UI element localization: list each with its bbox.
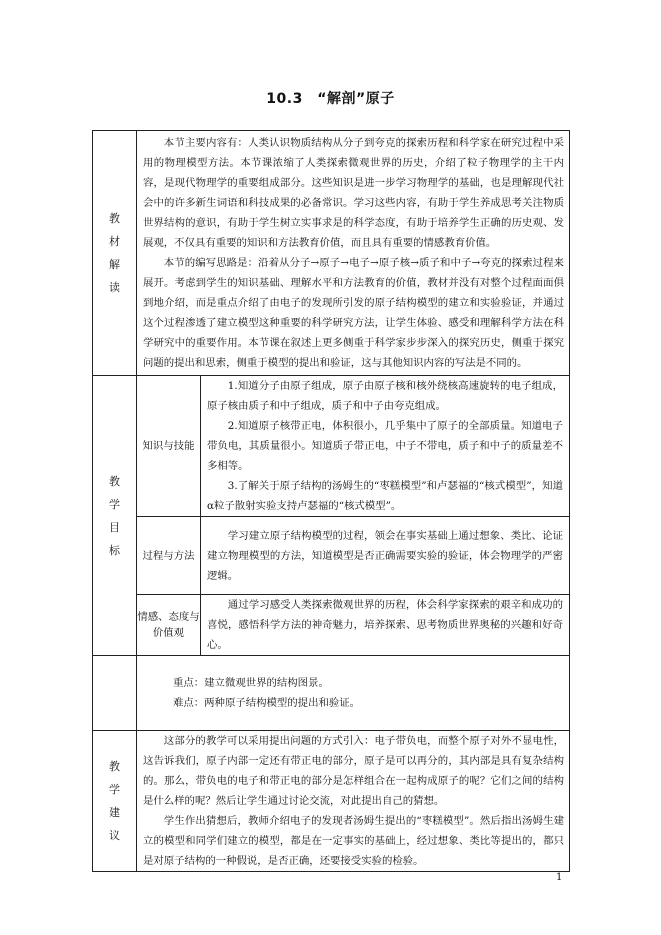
page-title: 10.3 “解剖”原子: [266, 91, 395, 107]
jianyi-label-cell: [93, 731, 137, 872]
knowledge-content: [201, 376, 570, 517]
mubiao-label: 教学目标: [109, 474, 120, 557]
emotion-paragraph: 通过学习感受人类探索微观世界的历程，体会科学家探索的艰辛和成功的喜悦，感悟科学方法的神奇魅力，培养探索、思考物质世界奥秘的兴趣和好奇心。: [207, 599, 563, 651]
emotion-label: [137, 595, 201, 656]
jiaocai-label: 教材解读: [109, 212, 120, 294]
zhongdian-text: 重点：建立微观世界的结构图景。: [173, 677, 329, 689]
nandian-text: 难点：两种原子结构模型的提出和验证。: [173, 697, 361, 709]
mubiao-label-cell: [93, 376, 137, 656]
jianyi-paragraph-1: 这部分的教学可以采用提出问题的方式引入：电子带负电，而整个原子对外不显电性，这告诉我们，原子内部一定还有带正电的部分，原子是可以再分的，其内部是具有复杂结构的。那么，带负电的电子和带正电的部分是怎样组合在一起构成原子的呢？它们之间的结构是什么样的呢？然后让学生通过讨论交流，对此提出自己的猜想。: [143, 735, 564, 807]
process-label: 过程与方法: [137, 517, 201, 595]
jiaocai-paragraph-2: 本节的编写思路是：沿着从分子→原子→电子→原子核→质子和中子→夸克的探索过程来展开。考虑到学生的知识基础、理解水平和方法教育的价值，教材并没有对整个过程面面俱到地介绍，而是重点介绍了由电子的发现所引发的原子结构模型的建立和实验验证，并通过这个过程渗透了建立模型这种重要的科学研究方法，让学生体验、感受和理解科学方法在科学研究中的重要作用。本节课在叙述上更多侧重于科学家步步深入的探究历史，侧重于探究问题的提出和思索，侧重于模型的提出和验证，这与其他知识内容的写法是不同的。: [143, 257, 564, 369]
jianyi-label: 教学建议: [109, 760, 120, 842]
process-content: [201, 517, 570, 595]
knowledge-paragraph-1: 1.知道分子由原子组成，原子由原子核和核外绕核高速旋转的电子组成，原子核由质子和中子组成，质子和中子由夸克组成。: [207, 380, 563, 412]
process-row: [93, 517, 570, 595]
knowledge-label: 知识与技能: [137, 376, 201, 517]
jiaocai-label-cell: [93, 131, 137, 376]
knowledge-row: [93, 376, 570, 517]
emotion-content: [201, 595, 570, 656]
process-paragraph: 学习建立原子结构模型的过程，领会在事实基础上通过想象、类比、论证建立物理模型的方法，知道模型是否正确需要实验的验证，体会物理学的严密逻辑。: [207, 529, 563, 582]
emotion-label-line-1: 情感、态度与: [137, 611, 200, 623]
jianyi-row: [93, 731, 570, 872]
keypoints-row: [93, 656, 570, 731]
knowledge-paragraph-2: 2.知道原子核带正电，体积很小，几乎集中了原子的全部质量。知道电子带负电，其质量很小。知道质子带正电，中子不带电，质子和中子的质量差不多相等。: [207, 420, 563, 472]
jiaocai-row: [93, 131, 570, 376]
lesson-table: [92, 130, 570, 872]
emotion-label-line-2: 价值观: [152, 627, 185, 639]
keypoints-empty-label: [93, 656, 137, 731]
emotion-row: [93, 595, 570, 656]
jiaocai-paragraph-1: 本节主要内容有：人类认识物质结构从分子到夸克的探索历程和科学家在研究过程中采用的物理模型方法。本节课浓缩了人类探索微观世界的历史，介绍了粒子物理学的主干内容，是现代物理学的重要组成部分。这些知识是进一步学习物理学的基础，也是理解现代社会中的许多新生词语和科技成果的必备常识。学习这些内容，有助于学生养成思考关注物质世界结构的意识，有助于学生树立实事求是的科学态度，有助于培养学生正确的历史观、发展观，不仅具有重要的知识和方法教育价值，而且具有重要的情感教育价值。: [143, 137, 564, 249]
keypoints-content: [137, 656, 570, 731]
page-number: 1: [556, 872, 563, 883]
jianyi-paragraph-2: 学生作出猜想后，教师介绍电子的发现者汤姆生提出的“枣糕模型”。然后指出汤姆生建立的模型和同学们建立的模型，都是在一定事实的基础上，经过想象、类比等提出的，都只是对原子结构的一种假说，是否正确，还要接受实验的检验。: [143, 815, 564, 867]
knowledge-paragraph-3: 3.了解关于原子结构的汤姆生的“枣糕模型”和卢瑟福的“核式模型”，知道α粒子散射实验支持卢瑟福的“核式模型”。: [207, 480, 563, 512]
jiaocai-content: [137, 131, 570, 376]
jianyi-content: [137, 731, 570, 872]
